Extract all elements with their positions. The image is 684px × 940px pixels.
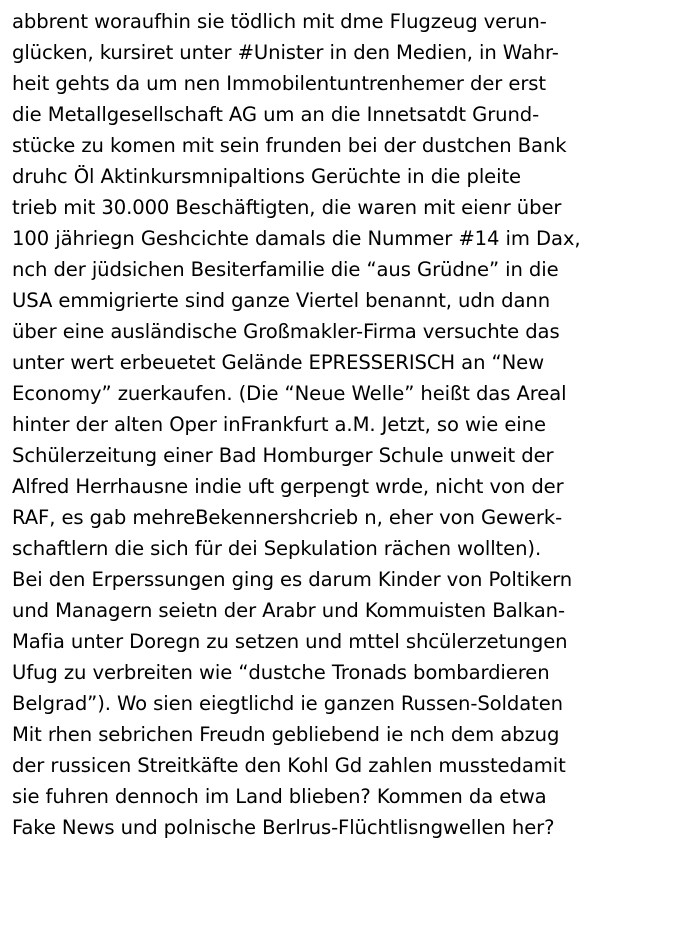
text-line: Alfred Herrhausne indie uft gerpengt wrde, nicht von der bbox=[12, 475, 564, 498]
text-line: über eine ausländische Großmakler-Firma versuchte das bbox=[12, 320, 560, 343]
text-line: Schülerzeitung einer Bad Homburger Schule unweit der bbox=[12, 444, 554, 467]
text-line: USA emmigrierte sind ganze Viertel benannt, udn dann bbox=[12, 289, 551, 312]
text-line: schaftlern die sich für dei Sepkulation rächen wollten). bbox=[12, 537, 542, 560]
text-line: unter wert erbeuetet Gelände EPRESSERISCH an “New bbox=[12, 351, 545, 374]
text-line: stücke zu komen mit sein frunden bei der dustchen Bank bbox=[12, 134, 567, 157]
text-line: sie fuhren dennoch im Land blieben? Kommen da etwa bbox=[12, 785, 547, 808]
text-line: RAF, es gab mehreBekennershcrieb n, eher von Gewerk- bbox=[12, 506, 563, 529]
text-line: Ufug zu verbreiten wie “dustche Tronads bombardieren bbox=[12, 661, 550, 684]
text-line: druhc Öl Aktinkursmnipaltions Gerüchte in die pleite bbox=[12, 165, 521, 188]
text-line: der russicen Streitkäfte den Kohl Gd zahlen musstedamit bbox=[12, 754, 566, 777]
text-line: Mafia unter Doregn zu setzen und mttel shcülerzetungen bbox=[12, 630, 568, 653]
text-line: und Managern seietn der Arabr und Kommuisten Balkan- bbox=[12, 599, 565, 622]
text-line: Economy” zuerkaufen. (Die “Neue Welle” heißt das Areal bbox=[12, 382, 567, 405]
text-line: Fake News und polnische Berlrus-Flüchtlisngwellen her? bbox=[12, 816, 555, 839]
text-line: trieb mit 30.000 Beschäftigten, die waren mit eienr über bbox=[12, 196, 562, 219]
text-line: heit gehts da um nen Immobilentuntrenhemer der erst bbox=[12, 72, 546, 95]
text-line: Belgrad”). Wo sien eiegtlichd ie ganzen Russen-Soldaten bbox=[12, 692, 563, 715]
text-line: 100 jähriegn Geshcichte damals die Nummer #14 im Dax, bbox=[12, 227, 581, 250]
text-line: Mit rhen sebrichen Freudn gebliebend ie nch dem abzug bbox=[12, 723, 560, 746]
text-line: die Metallgesellschaft AG um an die Innetsatdt Grund- bbox=[12, 103, 540, 126]
text-line: abbrent woraufhin sie tödlich mit dme Flugzeug verun- bbox=[12, 10, 547, 33]
text-line: glücken, kursiret unter #Unister in den Medien, in Wahr- bbox=[12, 41, 559, 64]
text-line: Bei den Erperssungen ging es darum Kinder von Poltikern bbox=[12, 568, 573, 591]
document-page bbox=[12, 6, 680, 843]
text-line: hinter der alten Oper inFrankfurt a.M. Jetzt, so wie eine bbox=[12, 413, 546, 436]
text-line: nch der jüdsichen Besiterfamilie die “aus Grüdne” in die bbox=[12, 258, 559, 281]
